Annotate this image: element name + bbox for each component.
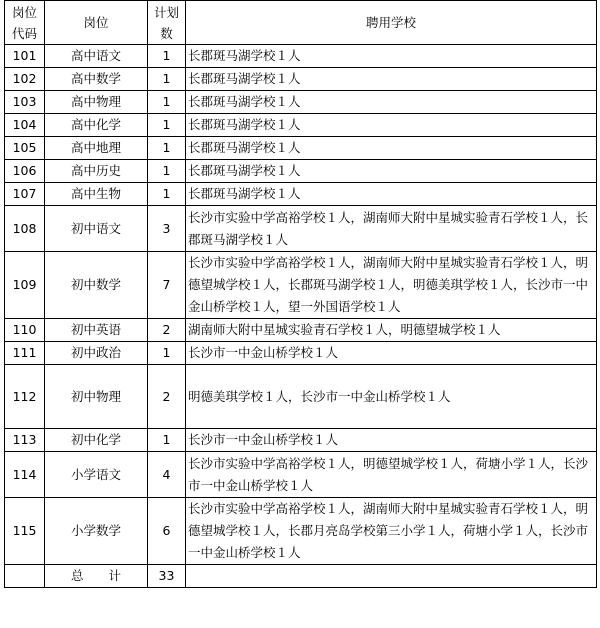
row-code: 110 xyxy=(5,319,45,342)
row-post: 高中语文 xyxy=(45,45,148,68)
header-row xyxy=(5,1,597,45)
total-empty-school xyxy=(186,565,597,588)
row-code: 114 xyxy=(5,452,45,498)
row-school: 湖南师大附中星城实验青石学校１人，明德望城学校１人 xyxy=(186,319,597,342)
row-code: 115 xyxy=(5,498,45,565)
row-plan: 2 xyxy=(148,365,186,429)
row-plan: 3 xyxy=(148,206,186,252)
table-row xyxy=(5,498,597,565)
row-plan: 1 xyxy=(148,342,186,365)
total-label: 总 计 xyxy=(45,565,148,588)
row-post: 初中英语 xyxy=(45,319,148,342)
table-row xyxy=(5,160,597,183)
table-row xyxy=(5,45,597,68)
row-code: 101 xyxy=(5,45,45,68)
row-code: 104 xyxy=(5,114,45,137)
row-school: 长郡斑马湖学校１人 xyxy=(186,137,597,160)
row-code: 106 xyxy=(5,160,45,183)
row-school: 长沙市实验中学高裕学校１人，湖南师大附中星城实验青石学校１人，明德望城学校１人，长郡月亮岛学校第三小学１人，荷塘小学１人，长沙市一中金山桥学校１人 xyxy=(186,498,597,565)
row-code: 105 xyxy=(5,137,45,160)
total-row xyxy=(5,565,597,588)
row-code: 102 xyxy=(5,68,45,91)
table-row xyxy=(5,137,597,160)
table-row xyxy=(5,91,597,114)
recruitment-table xyxy=(4,0,597,588)
table-row xyxy=(5,206,597,252)
header-code: 岗位代码 xyxy=(5,1,45,45)
table-row xyxy=(5,114,597,137)
table-row xyxy=(5,183,597,206)
row-school: 长沙市一中金山桥学校１人 xyxy=(186,429,597,452)
row-code: 103 xyxy=(5,91,45,114)
row-post: 高中数学 xyxy=(45,68,148,91)
row-post: 高中物理 xyxy=(45,91,148,114)
row-plan: 1 xyxy=(148,429,186,452)
row-school: 长郡斑马湖学校１人 xyxy=(186,114,597,137)
row-code: 108 xyxy=(5,206,45,252)
row-plan: 7 xyxy=(148,252,186,319)
table-row xyxy=(5,68,597,91)
row-code: 111 xyxy=(5,342,45,365)
row-plan: 1 xyxy=(148,137,186,160)
row-post: 小学语文 xyxy=(45,452,148,498)
row-plan: 1 xyxy=(148,160,186,183)
row-school: 长郡斑马湖学校１人 xyxy=(186,68,597,91)
row-post: 初中语文 xyxy=(45,206,148,252)
row-post: 高中化学 xyxy=(45,114,148,137)
row-code: 107 xyxy=(5,183,45,206)
row-plan: 6 xyxy=(148,498,186,565)
row-code: 109 xyxy=(5,252,45,319)
row-school: 明德美琪学校１人，长沙市一中金山桥学校１人 xyxy=(186,365,597,429)
table-row xyxy=(5,429,597,452)
row-post: 高中历史 xyxy=(45,160,148,183)
header-post: 岗位 xyxy=(45,1,148,45)
row-post: 高中地理 xyxy=(45,137,148,160)
row-school: 长郡斑马湖学校１人 xyxy=(186,160,597,183)
row-post: 初中政治 xyxy=(45,342,148,365)
header-plan: 计划数 xyxy=(148,1,186,45)
table-row xyxy=(5,365,597,429)
row-plan: 1 xyxy=(148,114,186,137)
row-school: 长郡斑马湖学校１人 xyxy=(186,91,597,114)
row-school: 长沙市实验中学高裕学校１人，明德望城学校１人，荷塘小学１人，长沙市一中金山桥学校１人 xyxy=(186,452,597,498)
table-row xyxy=(5,342,597,365)
row-post: 初中化学 xyxy=(45,429,148,452)
row-school: 长沙市实验中学高裕学校１人，湖南师大附中星城实验青石学校１人，明德望城学校１人，长郡斑马湖学校１人，明德美琪学校１人，长沙市一中金山桥学校１人，望一外国语学校１人 xyxy=(186,252,597,319)
row-plan: 2 xyxy=(148,319,186,342)
table-row xyxy=(5,452,597,498)
row-plan: 1 xyxy=(148,45,186,68)
row-school: 长郡斑马湖学校１人 xyxy=(186,183,597,206)
row-school: 长沙市实验中学高裕学校１人，湖南师大附中星城实验青石学校１人，长郡斑马湖学校１人 xyxy=(186,206,597,252)
row-code: 113 xyxy=(5,429,45,452)
total-plan: 33 xyxy=(148,565,186,588)
table-row xyxy=(5,252,597,319)
row-plan: 1 xyxy=(148,183,186,206)
table-row xyxy=(5,319,597,342)
row-plan: 4 xyxy=(148,452,186,498)
total-empty-cell xyxy=(5,565,45,588)
row-post: 初中物理 xyxy=(45,365,148,429)
row-post: 小学数学 xyxy=(45,498,148,565)
row-plan: 1 xyxy=(148,91,186,114)
row-plan: 1 xyxy=(148,68,186,91)
row-post: 初中数学 xyxy=(45,252,148,319)
row-post: 高中生物 xyxy=(45,183,148,206)
row-school: 长郡斑马湖学校１人 xyxy=(186,45,597,68)
row-code: 112 xyxy=(5,365,45,429)
header-school: 聘用学校 xyxy=(186,1,597,45)
row-school: 长沙市一中金山桥学校１人 xyxy=(186,342,597,365)
